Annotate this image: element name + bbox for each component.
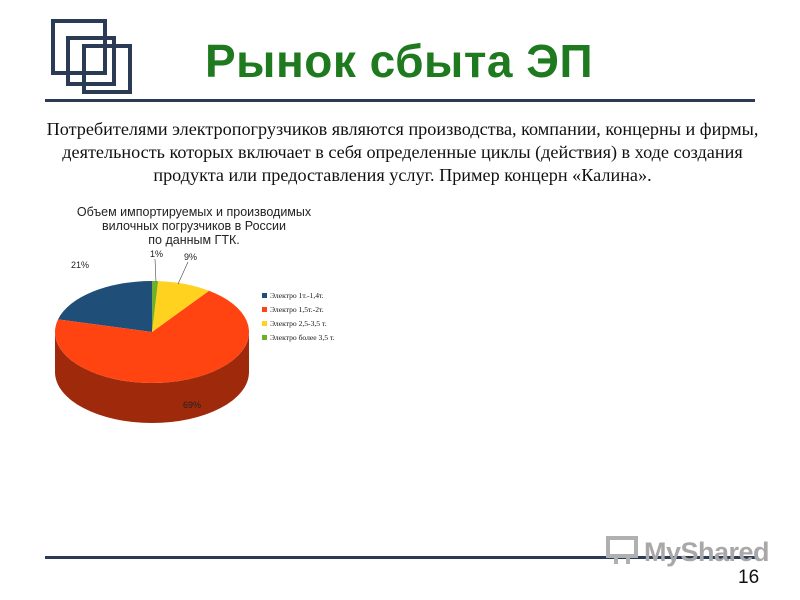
- legend-swatch-2: [262, 307, 267, 312]
- logo-squares-icon: [48, 18, 140, 102]
- page-number: 16: [738, 567, 760, 588]
- legend-label-4: Электро более 3,5 т.: [270, 333, 335, 342]
- legend-swatch-1: [262, 293, 267, 298]
- pie-label-1: 21%: [71, 260, 90, 270]
- chart-title-line-1: Объем импортируемых и производимых: [76, 205, 312, 219]
- leader-line-1: [155, 259, 156, 282]
- pie-label-4: 1%: [150, 249, 164, 259]
- chart-title-line-2: вилочных погрузчиков в России: [101, 219, 287, 233]
- legend-swatch-3: [262, 321, 267, 326]
- pie-chart: [40, 200, 400, 440]
- pie-3d-body: [55, 259, 249, 423]
- page-title: Рынок сбыта ЭП: [205, 35, 594, 87]
- legend-label-2: Электро 1,5т.-2т.: [270, 305, 324, 314]
- intro-paragraph: Потребителями электропогрузчиков являются производства, компании, концерны и фирмы, деятельность которых включает в себя определенные циклы (действия) в ходе создания продукта или предоставления услуг. Пример концерн «Калина».: [46, 119, 759, 185]
- legend-swatch-4: [262, 335, 267, 340]
- myshared-logo-icon: [605, 534, 645, 568]
- legend-label-3: Электро 2,5-3,5 т.: [270, 319, 327, 328]
- title-divider: [45, 99, 755, 102]
- pie-label-3: 9%: [184, 252, 198, 262]
- chart-title-line-3: по данным ГТК.: [148, 233, 240, 247]
- watermark-text: MyShared: [644, 537, 770, 567]
- legend-label-1: Электро 1т.-1,4т.: [270, 291, 324, 300]
- chart-legend: [262, 291, 335, 342]
- leader-line-2: [178, 262, 188, 284]
- pie-label-2: 69%: [183, 400, 202, 410]
